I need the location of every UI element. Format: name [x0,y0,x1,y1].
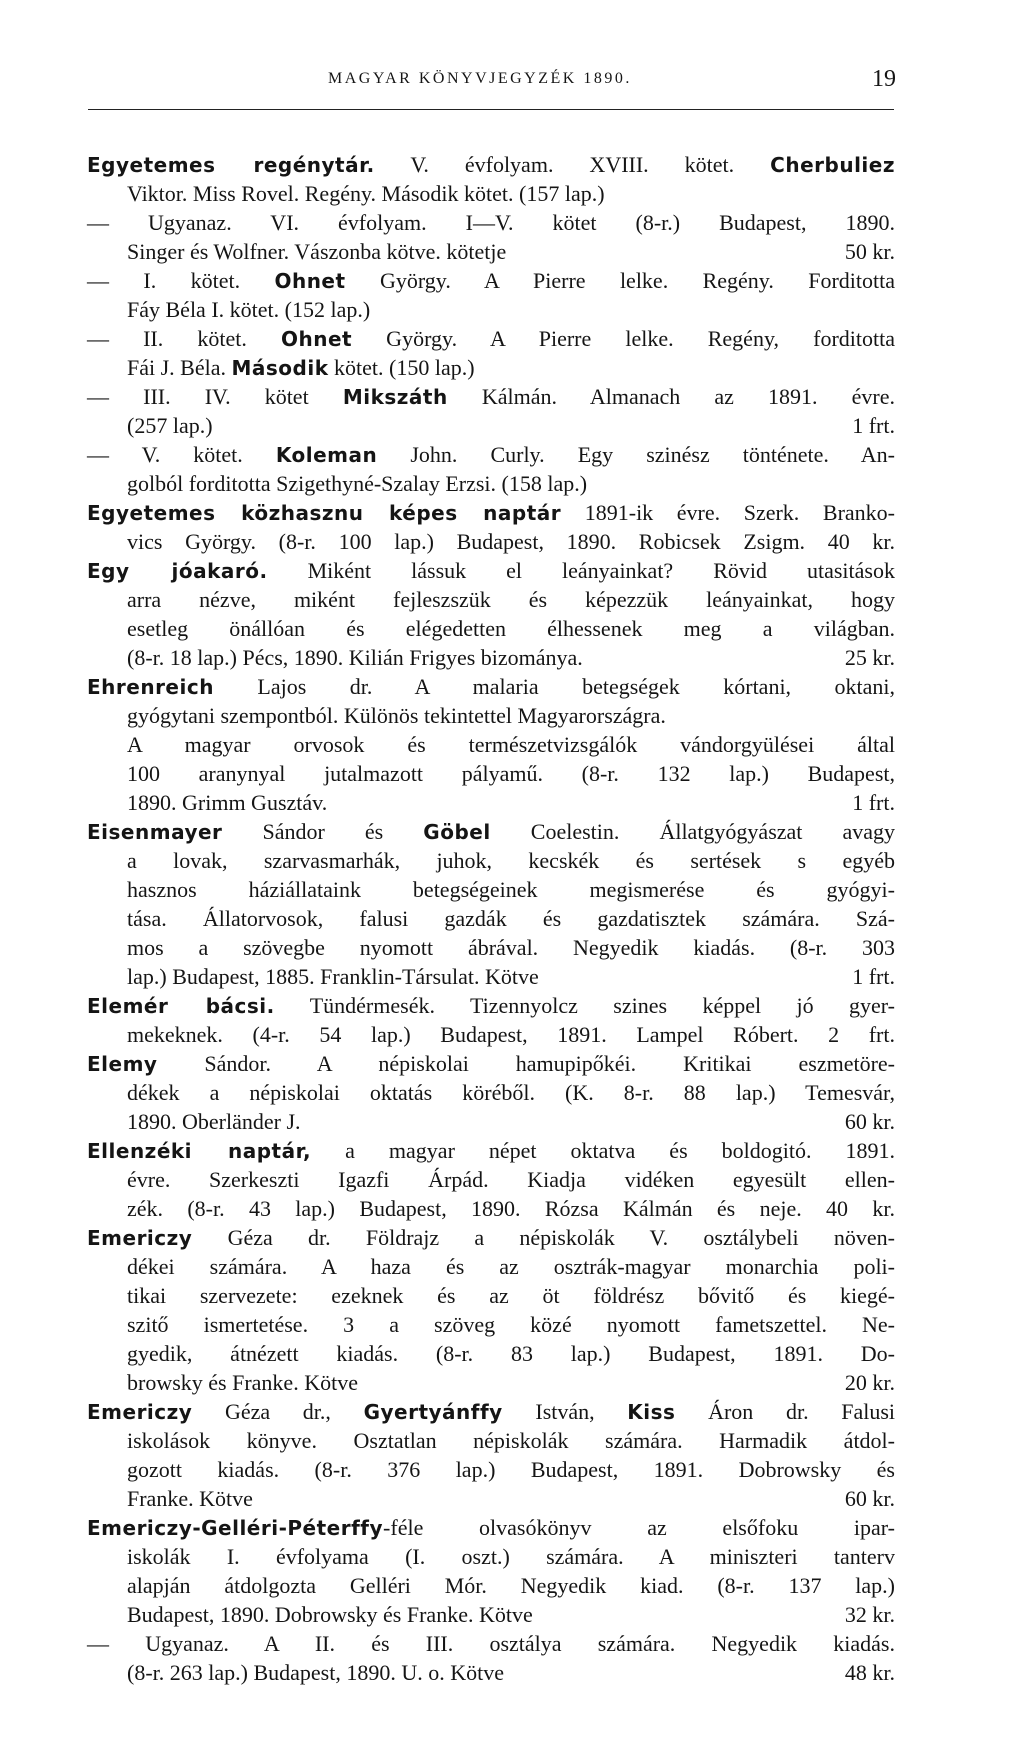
entry-text: Géza dr., [192,1399,364,1424]
price: 60 kr. [844,1486,895,1511]
line-text [127,585,895,614]
entry-text: gyógytani szempontból. Különös tekintettel Magyarországra. [127,703,666,728]
line-text [127,1107,301,1136]
entry-heading: Elemy [87,1052,158,1076]
entry-continuation-line [87,788,895,817]
entry-line [87,817,895,846]
entry-text: A magyar orvosok és természetvizsgálók vándorgyülései által [127,732,895,757]
line-text [87,1397,895,1426]
entry-line [87,1629,895,1658]
entry-text: — V. kötet. [87,442,276,467]
line-text [87,556,895,585]
entry-heading: Ellenzéki naptár, [87,1139,312,1163]
line-text [127,1310,895,1339]
entry-text: István, [502,1399,628,1424]
line-text [127,1484,253,1513]
line-text [127,1194,895,1223]
line-text [127,1571,895,1600]
price: 32 kr. [844,1602,895,1627]
entry-heading: Második [231,356,329,380]
entry-continuation-line [87,846,895,875]
entry-text: — III. IV. kötet [87,384,343,409]
line-text [127,237,506,266]
line-text [127,962,539,991]
line-text [87,266,895,295]
entry-heading: Gyertyánffy [363,1400,503,1424]
entry-continuation-line [87,295,895,324]
entry-text: a magyar népet oktatva és boldogitó. 1891. [311,1138,895,1163]
entry-line [87,324,895,353]
entry-line [87,440,895,469]
line-text [127,1339,895,1368]
entry-text: (8-r. 263 lap.) Budapest, 1890. U. o. Kötve [127,1660,504,1685]
line-text [87,208,895,237]
line-text [127,1600,533,1629]
entry-text: évre. Szerkeszti Igazfi Árpád. Kiadja vidéken egyesült ellen- [127,1167,895,1192]
entry-text: Fáy Béla I. kötet. (152 lap.) [127,297,371,322]
entry-text: — II. kötet. [87,326,281,351]
entry-continuation-line [87,1368,895,1397]
line-text [127,730,895,759]
entry-line [87,150,895,179]
entry-continuation-line [87,1252,895,1281]
entry-continuation-line [87,1107,895,1136]
entry-text: György. A Pierre lelke. Regény. Forditotta [345,268,895,293]
entry-text: — Ugyanaz. VI. évfolyam. I—V. kötet (8-r.) Budapest, 1890. [87,210,895,235]
price: 20 kr. [844,1370,895,1395]
line-text [127,353,475,382]
entry-line [87,991,895,1020]
line-text [127,1281,895,1310]
entry-continuation-line [87,904,895,933]
entry-text: vics György. (8-r. 100 lap.) Budapest, 1890. Robicsek Zsigm. 40 kr. [127,529,895,554]
entry-text: Coelestin. Állatgyógyászat avagy [490,819,896,844]
entry-text: a lovak, szarvasmarhák, juhok, kecskék és sertések s egyéb [127,848,895,873]
line-text [127,759,895,788]
entry-continuation-line [87,1020,895,1049]
entry-line [87,556,895,585]
entry-continuation-line [87,179,895,208]
price: 1 frt. [852,790,895,815]
entry-heading: Ohnet [274,269,346,293]
entry-line [87,1513,895,1542]
line-text [87,991,895,1020]
line-text [87,382,895,411]
entry-continuation-line [87,1571,895,1600]
line-text [127,933,895,962]
entry-continuation-line [87,730,895,759]
line-text [87,324,895,353]
line-text [127,1078,895,1107]
line-text [127,643,583,672]
entry-line [87,208,895,237]
line-text [87,150,895,179]
entry-line [87,382,895,411]
line-text [127,788,327,817]
header-rule [88,109,894,110]
price: 25 kr. [844,645,895,670]
line-text [127,295,370,324]
entry-text: 1890. Oberländer J. [127,1109,301,1134]
line-text [87,1629,895,1658]
entry-continuation-line [87,411,895,440]
line-text [127,614,895,643]
entry-text: Sándor és [222,819,424,844]
entry-text: Franke. Kötve [127,1486,253,1511]
line-text [127,875,895,904]
entry-heading: Koleman [275,443,378,467]
entry-line [87,672,895,701]
line-text [87,1513,895,1542]
entry-heading: Elemér bácsi. [87,994,275,1018]
entry-text: tikai szervezete: ezeknek és az öt földrész bővitő és kiegé- [127,1283,895,1308]
entry-text: lap.) Budapest, 1885. Franklin-Társulat. Kötve [127,964,539,989]
entry-text: Singer és Wolfner. Vászonba kötve. kötetje [127,239,507,264]
entry-continuation-line [87,353,895,382]
entry-heading: Göbel [423,820,491,844]
line-text [127,1455,895,1484]
entry-continuation-line [87,469,895,498]
entry-heading: Egyetemes közhasznu képes naptár [87,501,562,525]
entry-heading: Egy jóakaró. [87,559,268,583]
entry-continuation-line [87,527,895,556]
entry-continuation-line [87,875,895,904]
entry-continuation-line [87,1339,895,1368]
entry-text: Kálmán. Almanach az 1891. évre. [447,384,896,409]
entry-continuation-line [87,933,895,962]
entry-line [87,266,895,295]
entry-text: Tündérmesék. Tizennyolcz szines képpel jó gyer- [274,993,895,1018]
entry-continuation-line [87,585,895,614]
entry-text: kötet. (150 lap.) [328,355,475,380]
line-text [127,527,895,556]
entry-heading: Kiss [627,1400,676,1424]
line-text [87,1136,895,1165]
entry-continuation-line [87,643,895,672]
entry-line [87,1223,895,1252]
bibliography-entries [87,150,895,1687]
entry-heading: Mikszáth [342,385,448,409]
entry-continuation-line [87,962,895,991]
entry-text: Géza dr. Földrajz a népiskolák V. osztálybeli növen- [192,1225,895,1250]
price: 1 frt. [852,413,895,438]
entry-text: dékek a népiskolai oktatás köréből. (K. 8-r. 88 lap.) Temesvár, [127,1080,895,1105]
price: 48 kr. [844,1660,895,1685]
entry-text: — Ugyanaz. A II. és III. osztálya számára. Negyedik kiadás. [87,1631,895,1656]
entry-text: Áron dr. Falusi [675,1399,895,1424]
entry-continuation-line [87,701,895,730]
line-text [127,701,666,730]
entry-continuation-line [87,614,895,643]
entry-text: Miként lássuk el leányainkat? Rövid utasitások [267,558,895,583]
entry-line [87,498,895,527]
entry-text: tása. Állatorvosok, falusi gazdák és gazdatisztek számára. Szá- [127,906,895,931]
entry-text: iskolások könyve. Osztatlan népiskolák számára. Harmadik átdol- [127,1428,895,1453]
entry-text: John. Curly. Egy szinész tönténete. An- [377,442,895,467]
entry-text: zék. (8-r. 43 lap.) Budapest, 1890. Rózsa Kálmán és neje. 40 kr. [127,1196,895,1221]
entry-heading: Emericzy-Gelléri-Péterffy [87,1516,384,1540]
entry-continuation-line [87,1658,895,1687]
entry-text: gozott kiadás. (8-r. 376 lap.) Budapest, 1891. Dobrowsky és [127,1457,895,1482]
entry-text: 1891-ik évre. Szerk. Branko- [561,500,895,525]
entry-heading: Ehrenreich [87,675,214,699]
entry-text: Sándor. A népiskolai hamupipőkéi. Kritikai eszmetöre- [157,1051,895,1076]
entry-continuation-line [87,759,895,788]
page-header [88,66,896,100]
entry-text: (257 lap.) [127,413,213,438]
page-number: 19 [872,66,896,92]
entry-heading: Emericzy [87,1226,193,1250]
line-text [87,672,895,701]
entry-continuation-line [87,1484,895,1513]
entry-heading: Egyetemes regénytár. [87,153,375,177]
line-text [127,469,587,498]
line-text [127,1658,504,1687]
entry-continuation-line [87,1310,895,1339]
entry-text: alapján átdolgozta Gelléri Mór. Negyedik kiad. (8-r. 137 lap.) [127,1573,895,1598]
entry-text: Budapest, 1890. Dobrowsky és Franke. Kötve [127,1602,533,1627]
price: 60 kr. [844,1109,895,1134]
entry-text: hasznos háziállataink betegségeinek megismerése és gyógyi- [127,877,895,902]
entry-text: 1890. Grimm Gusztáv. [127,790,328,815]
entry-text: (8-r. 18 lap.) Pécs, 1890. Kilián Frigyes bizománya. [127,645,583,670]
entry-text: 100 aranynyal jutalmazott pályamű. (8-r. 132 lap.) Budapest, [127,761,895,786]
entry-continuation-line [87,1078,895,1107]
entry-text: browsky és Franke. Kötve [127,1370,358,1395]
line-text [127,1426,895,1455]
entry-continuation-line [87,1542,895,1571]
entry-text: — I. kötet. [87,268,275,293]
line-text [87,1049,895,1078]
entry-text: dékei számára. A haza és az osztrák-magyar monarchia poli- [127,1254,895,1279]
entry-line [87,1397,895,1426]
price: 50 kr. [844,239,895,264]
entry-text: iskolák I. évfolyama (I. oszt.) számára. A miniszteri tanterv [127,1544,895,1569]
entry-text: szitő ismertetése. 3 a szöveg közé nyomott fametszettel. Ne- [127,1312,895,1337]
entry-text: György. A Pierre lelke. Regény, forditotta [352,326,895,351]
running-title: MAGYAR KÖNYVJEGYZÉK 1890. [328,70,632,87]
entry-continuation-line [87,1455,895,1484]
entry-heading: Emericzy [87,1400,193,1424]
entry-continuation-line [87,1600,895,1629]
entry-continuation-line [87,237,895,266]
entry-text: gyedik, átnézett kiadás. (8-r. 83 lap.) Budapest, 1891. Do- [127,1341,895,1366]
entry-text: V. évfolyam. XVIII. kötet. [374,152,771,177]
line-text [87,1223,895,1252]
entry-line [87,1049,895,1078]
entry-heading: Ohnet [280,327,353,351]
line-text [87,498,895,527]
line-text [127,411,213,440]
line-text [127,1165,895,1194]
entry-text: mos a szövegbe nyomott ábrával. Negyedik kiadás. (8-r. 303 [127,935,895,960]
entry-continuation-line [87,1165,895,1194]
line-text [127,179,605,208]
entry-text: Fái J. Béla. [127,355,232,380]
entry-text: Viktor. Miss Rovel. Regény. Második kötet. (157 lap.) [127,181,605,206]
line-text [127,1542,895,1571]
entry-text: mekeknek. (4-r. 54 lap.) Budapest, 1891. Lampel Róbert. 2 frt. [127,1022,895,1047]
entry-text: golból forditotta Szigethyné-Szalay Erzsi. (158 lap.) [127,471,588,496]
entry-continuation-line [87,1194,895,1223]
price: 1 frt. [852,964,895,989]
entry-heading: Cherbuliez [770,153,895,177]
line-text [127,1368,358,1397]
line-text [87,440,895,469]
entry-text: arra nézve, miként fejleszszük és képezzük leányainkat, hogy [127,587,895,612]
line-text [127,904,895,933]
line-text [87,817,895,846]
entry-continuation-line [87,1426,895,1455]
entry-text: -féle olvasókönyv az elsőfoku ipar- [383,1515,895,1540]
line-text [127,1020,895,1049]
line-text [127,846,895,875]
entry-line [87,1136,895,1165]
line-text [127,1252,895,1281]
entry-text: Lajos dr. A malaria betegségek kórtani, oktani, [213,674,895,699]
entry-continuation-line [87,1281,895,1310]
entry-heading: Eisenmayer [87,820,223,844]
entry-text: esetleg önállóan és elégedetten élhessenek meg a világban. [127,616,895,641]
